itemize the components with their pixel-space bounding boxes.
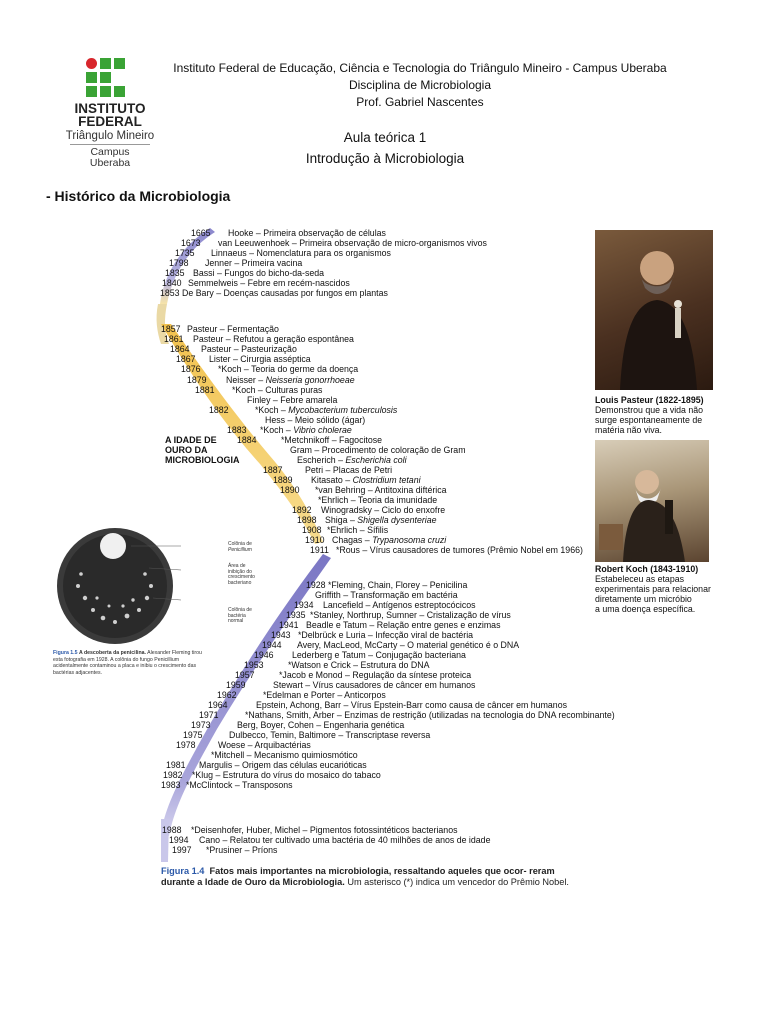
entry-year: 1971 [199, 710, 219, 720]
entry-year: 1941 [279, 620, 299, 630]
entry-text: Kitasato – Clostridium tetani [311, 475, 421, 485]
entry-year: 1853 [160, 288, 180, 298]
entry-year: 1861 [164, 334, 184, 344]
petri-dish-image [53, 526, 183, 646]
entry-year: 1835 [165, 268, 185, 278]
entry-year: 1928 [306, 580, 326, 590]
entry-year: 1889 [273, 475, 293, 485]
entry-year: 1879 [187, 375, 207, 385]
entry-text: Hess – Meio sólido (ágar) [265, 415, 366, 425]
entry-text: De Bary – Doenças causadas por fungos em plantas [182, 288, 388, 298]
entry-text: Linnaeus – Nomenclatura para os organismos [211, 248, 391, 258]
petri-label-penicillium: Colônia de Penicillium [228, 541, 252, 553]
logo-campus: Campus Uberaba [89, 146, 131, 169]
institute-logo [64, 58, 156, 168]
entry-year: 1883 [227, 425, 247, 435]
entry-year: 1982 [163, 770, 183, 780]
entry-text: Semmelweis – Febre em recém-nascidos [188, 278, 350, 288]
entry-text: Winogradsky – Ciclo do enxofre [321, 505, 446, 515]
entry-text: *Delbrück e Luria – Infecção viral de bactéria [298, 630, 474, 640]
logo-divider [70, 144, 150, 145]
entry-text: Bassi – Fungos do bicho-da-seda [193, 268, 325, 278]
logo-name: INSTITUTO FEDERAL [74, 101, 146, 129]
entry-text: Dulbecco, Temin, Baltimore – Transcriptase reversa [229, 730, 431, 740]
entry-text: *Koch – Mycobacterium tuberculosis [255, 405, 398, 415]
entry-text: Pasteur – Pasteurização [201, 344, 297, 354]
header-professor: Prof. Gabriel Nascentes [356, 95, 484, 109]
entry-year: 1881 [195, 385, 215, 395]
petri-label-inhibition: Área de inibição do crescimento bacteriano [228, 563, 255, 586]
entry-text: *Watson e Crick – Estrutura do DNA [288, 660, 430, 670]
entry-text: *Koch – Vibrio cholerae [260, 425, 352, 435]
entry-text: Pasteur – Fermentação [187, 324, 279, 334]
entry-text: *Prusiner – Príons [206, 845, 278, 855]
entry-year: 1665 [191, 228, 211, 238]
figure-caption: Figura 1.4 Fatos mais importantes na microbiologia, ressaltando aqueles que ocor- reram durante a Idade de Ouro da Microbiologia. Um asterisco (*) indica um vencedor do Prêmio Nobel. [161, 866, 569, 887]
entry-text: Lederberg e Tatum – Conjugação bacteriana [292, 650, 466, 660]
entry-text: Stewart – Vírus causadores de câncer em humanos [273, 680, 476, 690]
entry-year: 1890 [280, 485, 300, 495]
entry-text: Epstein, Achong, Barr – Vírus Epstein-Barr como causa de câncer em humanos [256, 700, 567, 710]
lecture-title: Aula teórica 1 [343, 130, 427, 145]
entry-year: 1946 [254, 650, 274, 660]
entry-text: Griffith – Transformação em bactéria [315, 590, 458, 600]
lecture-subtitle: Introdução à Microbiologia [305, 151, 465, 166]
entry-year: 1957 [235, 670, 255, 680]
koch-caption: Robert Koch (1843-1910) Estabeleceu as etapas experimentais para relacionar diretamente um micróbio a uma doença específica. [595, 564, 711, 614]
entry-text: *Klug – Estrutura do vírus do mosaico do tabaco [192, 770, 381, 780]
header-institution: Instituto Federal de Educação, Ciência e Tecnologia do Triângulo Mineiro - Campus Uberaba [173, 61, 667, 75]
entry-year: 1911 [310, 545, 329, 555]
entry-year: 1673 [181, 238, 201, 248]
koch-photo [595, 440, 709, 562]
logo-grid-icon [86, 58, 126, 98]
entry-text: *Deisenhofer, Huber, Michel – Pigmentos fotossintéticos bacterianos [191, 825, 458, 835]
entry-text: *Rous – Vírus causadores de tumores (Prêmio Nobel em 1966) [336, 545, 583, 555]
header-discipline: Disciplina de Microbiologia [348, 78, 492, 92]
entry-text: *Fleming, Chain, Florey – Penicilina [328, 580, 468, 590]
entry-year: 1884 [237, 435, 257, 445]
entry-year: 1997 [172, 845, 192, 855]
entry-text: *Koch – Teoria do germe da doença [218, 364, 359, 374]
entry-year: 1978 [176, 740, 196, 750]
petri-figure-caption: Figura 1.5 A descoberta da penicilina. Alexander Fleming tirou esta fotografia em 1928. A colônia do fungo Penicillium acidentalmente contaminou a placa e inibiu o crescimento das bactérias adjacentes. [53, 650, 202, 676]
entry-text: Beadle e Tatum – Relação entre genes e enzimas [306, 620, 501, 630]
entry-text: Cano – Relatou ter cultivado uma bactéria de 40 milhões de anos de idade [199, 835, 491, 845]
entry-text: Finley – Febre amarela [247, 395, 338, 405]
entry-year: 1959 [226, 680, 246, 690]
entry-text: Pasteur – Refutou a geração espontânea [193, 334, 354, 344]
entry-year: 1973 [191, 720, 211, 730]
entry-text: Lister – Cirurgia asséptica [209, 354, 311, 364]
entry-text: *Ehrlich – Sífilis [327, 525, 389, 535]
entry-text: *van Behring – Antitoxina diftérica [315, 485, 447, 495]
entry-year: 1934 [294, 600, 314, 610]
entry-text: *Stanley, Northrup, Sumner – Cristalização de vírus [310, 610, 511, 620]
entry-text: *Nathans, Smith, Arber – Enzimas de restrição (utilizadas na tecnologia do DNA recombinante) [245, 710, 615, 720]
entry-year: 1975 [183, 730, 203, 740]
entry-year: 1943 [271, 630, 291, 640]
entry-year: 1887 [263, 465, 283, 475]
section-heading: - Histórico da Microbiologia [46, 188, 231, 204]
entry-year: 1876 [181, 364, 201, 374]
entry-text: Neisser – Neisseria gonorrhoeae [226, 375, 355, 385]
entry-year: 1964 [208, 700, 228, 710]
entry-text: *Koch – Culturas puras [232, 385, 323, 395]
entry-text: van Leeuwenhoek – Primeira observação de micro-organismos vivos [218, 238, 487, 248]
entry-year: 1867 [176, 354, 196, 364]
entry-text: *Mitchell – Mecanismo quimiosmótico [211, 750, 358, 760]
entry-year: 1962 [217, 690, 237, 700]
entry-year: 1892 [292, 505, 312, 515]
entry-year: 1840 [162, 278, 182, 288]
golden-age-label: A IDADE DE OURO DA MICROBIOLOGIA [165, 435, 240, 465]
entry-year: 1983 [161, 780, 181, 790]
entry-year: 1864 [170, 344, 190, 354]
entry-year: 1994 [169, 835, 189, 845]
entry-year: 1988 [162, 825, 182, 835]
entry-year: 1857 [161, 324, 181, 334]
pasteur-photo [595, 230, 713, 390]
entry-text: *Jacob e Monod – Regulação da síntese proteica [279, 670, 472, 680]
entry-year: 1935 [286, 610, 306, 620]
entry-year: 1798 [169, 258, 189, 268]
entry-year: 1735 [175, 248, 195, 258]
logo-subtitle: Triângulo Mineiro [65, 130, 155, 142]
entry-text: *Metchnikoff – Fagocitose [281, 435, 383, 445]
entry-text: Shiga – Shigella dysenteriae [325, 515, 437, 525]
entry-text: Lancefield – Antígenos estreptocócicos [323, 600, 476, 610]
entry-text: Jenner – Primeira vacina [205, 258, 303, 268]
entry-year: 1944 [262, 640, 282, 650]
timeline-figure [53, 224, 725, 900]
entry-text: Escherich – Escherichia coli [297, 455, 407, 465]
entry-text: Margulis – Origem das células eucarióticas [199, 760, 367, 770]
entry-text: Gram – Procedimento de coloração de Gram [290, 445, 466, 455]
entry-text: Woese – Arquibactérias [218, 740, 311, 750]
entry-text: Chagas – Trypanosoma cruzi [332, 535, 447, 545]
entry-text: *McClintock – Transposons [186, 780, 293, 790]
entry-year: 1882 [209, 405, 229, 415]
entry-year: 1898 [297, 515, 317, 525]
entry-year: 1908 [302, 525, 322, 535]
entry-text: *Edelman e Porter – Anticorpos [263, 690, 386, 700]
entry-text: Berg, Boyer, Cohen – Engenharia genética [237, 720, 405, 730]
pasteur-caption: Louis Pasteur (1822-1895) Demonstrou que a vida não surge espontaneamente de matéria não viva. [595, 395, 704, 435]
entry-text: Avery, MacLeod, McCarty – O material genético é o DNA [297, 640, 520, 650]
entry-year: 1910 [305, 535, 325, 545]
petri-label-bacteria: Colônia de bactéria normal [228, 607, 252, 624]
entry-text: Petri – Placas de Petri [305, 465, 393, 475]
entry-year: 1981 [166, 760, 186, 770]
entry-text: *Ehrlich – Teoria da imunidade [318, 495, 438, 505]
entry-year: 1953 [244, 660, 264, 670]
entry-text: Hooke – Primeira observação de células [228, 228, 386, 238]
